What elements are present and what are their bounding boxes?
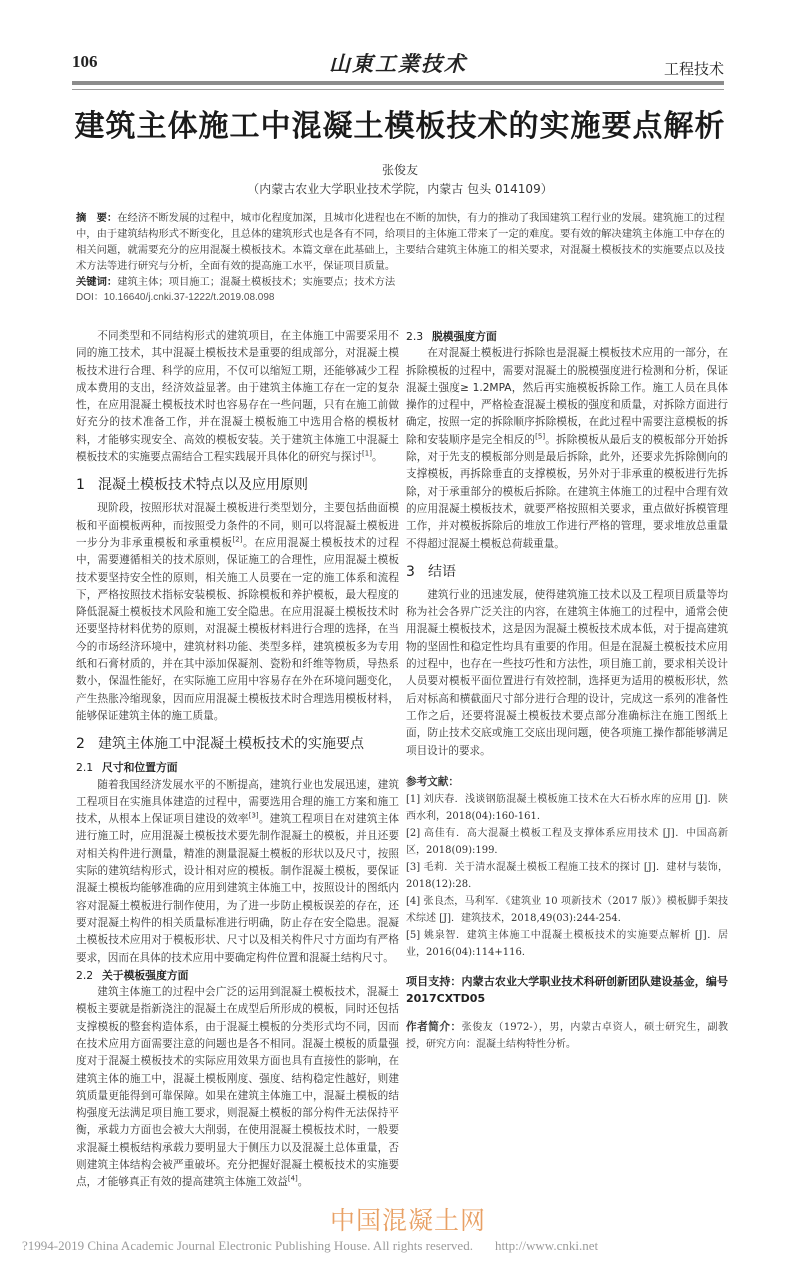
section-number: 3 <box>406 563 415 580</box>
column-left <box>76 328 399 1192</box>
reference-item: [1] 刘庆春．浅谈钢筋混凝土模板施工技术在大石桥水库的应用 [J]．陕西水利，2018(04):160-161． <box>406 794 728 823</box>
paragraph-text: 随着我国经济发展水平的不断提高，建筑行业也发展迅速，建筑工程项目在实施具体建造的过程中，需要选用合理的施工方案和施工技术，从根本上保证项目建设的效率 <box>76 778 399 826</box>
copyright-footer <box>22 1238 598 1254</box>
subsection-title: 脱模强度方面 <box>432 330 497 343</box>
section-2-heading <box>76 734 399 754</box>
funding-label: 项目支持： <box>406 975 462 989</box>
page-number: 106 <box>72 52 98 71</box>
abstract <box>76 210 726 274</box>
section-3-heading <box>406 562 728 582</box>
cnki-link[interactable]: http://www.cnki.net <box>494 1237 599 1253</box>
bio-text: 张俊友（1972-），男，内蒙古卓资人，硕士研究生，副教授，研究方向：混凝土结构特性分析。 <box>406 1022 729 1051</box>
subsection-2-2-heading <box>76 967 399 984</box>
subsection-title: 尺寸和位置方面 <box>102 761 178 775</box>
section-title: 结语 <box>428 563 456 580</box>
subsection-2-2-paragraph <box>76 984 399 1192</box>
paragraph-text: 在对混凝土模板进行拆除也是混凝土模板技术应用的一部分，在拆除模板的过程中，需要对混凝土的脱模强度进行检测和分析，保证混凝土强度≥ 1.2MPA，然后再实施模板拆除工作。施工人员在具体操作的过程中，严格检查混凝土模板的强度和质量，对拆除方面进行确定，按照一定的拆除顺序拆除模板，在此过程中需要注意模板的拆除和安装顺序是完全相反的 <box>406 347 728 446</box>
section-1-paragraph <box>76 500 399 725</box>
abstract-text: 在经济不断发展的过程中，城市化程度加深，且城市化进程也在不断的加快，有力的推动了我国建筑工程行业的发展。建筑施工的过程中，由于建筑结构形式不断变化，且总体的建筑形式也是各有不同，给项目的主体施工带来了一定的难度。要有效的解决建筑主体施工中存在的相关问题，就需要充分的应用混凝土模板技术。本篇文章在此基础上，主要结合建筑主体施工的相关要求，对混凝土模板技术的实施要点以及技术方法等进行研究与分析，全面有效的提高施工水平，保证项目质量。 <box>76 212 725 272</box>
funding-note <box>406 973 728 1007</box>
paragraph-text: 。 <box>297 1176 309 1189</box>
section-title: 混凝土模板技术特点以及应用原则 <box>98 477 308 494</box>
subsection-2-3-paragraph <box>406 345 728 553</box>
reference-item: [3] 毛莉．关于清水混凝土模板工程施工技术的探讨 [J]．建材与装饰，2018(12):28． <box>406 862 728 891</box>
references-title: 参考文献： <box>406 775 459 788</box>
copyright-text: ?1994-2019 China Academic Journal Electronic Publishing House. All rights reserved. <box>22 1237 473 1253</box>
article-title: 建筑主体施工中混凝土模板技术的实施要点解析 <box>74 109 726 144</box>
running-header <box>72 0 724 78</box>
section-number: 2 <box>76 736 85 753</box>
section-number: 1 <box>76 477 85 494</box>
citation: [1] <box>362 449 372 458</box>
citation: [3] <box>248 811 259 820</box>
keywords <box>76 274 726 290</box>
intro-text: 不同类型和不同结构形式的建筑项目，在主体施工中需要采用不同的施工技术，其中混凝土模板技术是重要的组成部分，对混凝土模板技术进行合理、科学的应用，不仅可以缩短工期，还能够减少工程成本费用的支出，经济效益显著。由于建筑主体施工存在一定的复杂性，在应用混凝土模板技术时也容易存在一些问题，只有在施工前做好充分的技术准备工作，并在混凝土模板施工中选用合格的模板材料，才能够实现安全、高效的模板安装。关于建筑主体施工中混凝土模板技术的实施要点需结合工程实践展开具体化的研究与探讨 <box>76 330 399 464</box>
paragraph-text: 。拆除模板从最后支的模板部分开始拆除，对于先支的模板部分则是最后拆除，此外，还要求先拆除侧向的支撑模板，再拆除垂直的支撑模板，另外对于非承重的模板进行先拆除，对于承重部分的模板后拆除。在建筑主体施工的过程中合理有效的应用混凝土模板技术，就要严格按照相关要求，重点做好拆模管理工作，并对模板拆除后的堆放工作进行严格的管理，要求堆放总重量不得超过混凝土模板总荷载重量。 <box>406 433 729 550</box>
subsection-number: 2.3 <box>406 330 424 343</box>
citation: [4] <box>287 1174 298 1183</box>
references-list <box>406 791 728 961</box>
header-rule-thick <box>72 81 724 85</box>
header-rule-thin <box>72 89 724 90</box>
citation: [5] <box>535 432 546 441</box>
author-affiliation: （内蒙古农业大学职业技术学院，内蒙古 包头 014109） <box>247 182 553 196</box>
journal-name: 山東工業技术 <box>329 51 467 76</box>
paragraph-text: 。在应用混凝土模板技术的过程中，需要遵循相关的技术原则，保证施工的合理性，应用混凝土模板技术要坚持安全性的原则，相关施工人员要在一定的施工体系和流程下，严格按照技术指标安装模板、拆除模板和养护模板，最大程度的降低混凝土模板技术风险和施工安全隐患。在应用混凝土模板技术时还要坚持材料优势的原则，对混凝土模板材料进行合理的选择，在当今的市场经济环境中，建筑材料功能、类型多样，建筑模板多为专用纸和石膏材质的，并在其中添加保凝剂、瓷粉和纤维等物质，导热系数小，保温性能好，在实际施工应用中容易存在外在环境问题变化，产生热胀冷缩现象，因而应用混凝土模板技术时合理选用模板材料，能够保证建筑主体的施工质量。 <box>76 536 400 722</box>
keywords-label: 关键词： <box>76 276 118 288</box>
subsection-number: 2.1 <box>76 761 94 775</box>
keywords-text: 建筑主体；项目施工；混凝土模板技术；实施要点；技术方法 <box>117 276 396 288</box>
section-tag: 工程技术 <box>663 60 724 78</box>
reference-item: [5] 姚泉智．建筑主体施工中混凝土模板技术的实施要点解析 [J]．居业，2016(04):114+116． <box>406 930 728 959</box>
section-1-heading <box>76 475 399 495</box>
author-bio <box>406 1019 728 1053</box>
body-columns <box>76 328 728 1192</box>
subsection-number: 2.2 <box>76 968 94 982</box>
subsection-2-1-paragraph <box>76 777 399 967</box>
citation: [2] <box>232 535 243 544</box>
page-bottom <box>0 1206 800 1264</box>
subsection-title: 关于模板强度方面 <box>102 968 189 982</box>
paragraph-text: 建筑主体施工的过程中会广泛的运用到混凝土模板技术，混凝土模板主要就是指新浇注的混凝土在成型后所形成的模板，同时还包括支撑模板的整套构造体系，由于混凝土模板的分类形式均不同，因而在技术应用方面需要注意的问题也是各不相同。混凝土模板的质量强度对于混凝土模板技术的实际应用效果方面也具有直接性的影响，在建筑主体的施工中，混凝土模板刚度、强度、结构稳定性越好，则建筑质量更能得到可靠保障。如果在建筑主体施工中，混凝土模板的结构强度无法满足项目施工要求，则混凝土模板的部分构件无法保持平衡，承载力方面也会被大大削弱，在使用混凝土模板技术时，一般要求混凝土模板结构承载力要明显大于侧压力以及混凝土总体重量，否则建筑主体结构会被严重破坏。充分把握好混凝土模板技术的实施要点，才能够真正有效的提高建筑主体施工效益 <box>76 986 399 1189</box>
site-watermark: 中国混凝土网 <box>330 1205 487 1235</box>
paragraph-text: 现阶段，按照形状对混凝土模板进行类型划分，主要包括曲面模板和平面模板两种，而按照受力条件的不同，则可以将混凝土模板进一步分为非承重模板和承重模板 <box>76 502 399 549</box>
subsection-2-1-heading <box>76 759 399 776</box>
doi: DOI：10.16640/j.cnki.37-1222/t.2019.08.098 <box>76 292 275 303</box>
reference-item: [2] 高佳有．高大混凝土模板工程及支撑体系应用技术 [J]．中国高新区，2018(09):199． <box>406 828 728 857</box>
section-title: 建筑主体施工中混凝土模板技术的实施要点 <box>98 736 364 753</box>
column-right <box>406 328 728 1053</box>
conclusion-paragraph: 建筑行业的迅速发展，使得建筑施工技术以及工程项目质量等均称为社会各界广泛关注的内容，在建筑主体施工的过程中，通常会使用混凝土模板技术，这是因为混凝土模板技术成本低，对于提高建筑物的坚固性和稳定性均具有重要的作用。但是在混凝土模板技术应用的过程中，也存在一些技巧性和方法性，项目施工前，要求相关设计人员要对模板平面位置进行有效控制，选择更为适用的模板形状，然后对标高和横截面尺寸部分进行合理的设计，完成这一系列的准备性工作之后，还要将混凝土模板技术要点部分准确标注在施工图纸上面，防止技术交底或施工交底出现问题，使各项施工操作都能够满足项目设计的要求。 <box>406 588 728 757</box>
abstract-label: 摘 要： <box>76 212 118 224</box>
subsection-2-3-heading <box>406 328 728 345</box>
reference-item: [4] 张良杰，马利军．《建筑业 10 项新技术（2017 版）》模板脚手架技术综述 [J]．建筑技术，2018,49(03):244-254． <box>406 896 728 925</box>
bio-label: 作者简介： <box>406 1021 462 1034</box>
paragraph-text: 。建筑工程项目在对建筑主体进行施工时，应用混凝土模板技术要先制作混凝土的模板，并且还要对相关构件进行测量，精准的测量混凝土模板的形状以及尺寸，按照实际的建筑结构形式，设计相对应的模板。制作混凝土模板，要保证混凝土模板均能够准确的应用到建筑主体施工中，按照设计的图纸内容对混凝土模板进行制作使用，为了进一步防止模板误差的存在，还要对混凝土构件的相关质量标准进行明确，防止存在安全隐患。混凝土模板技术应用对于模板形状、尺寸以及相关构件尺寸方面均有严格要求，因而在具体的技术应用中要确定构件位置和混凝土结构尺寸。 <box>76 813 400 964</box>
abstract-block <box>76 210 726 306</box>
author-name: 张俊友 <box>381 163 418 177</box>
funding-text: 内蒙古农业大学职业技术科研创新团队建设基金，编号 2017CXTD05 <box>406 975 729 1006</box>
intro-paragraph: 不同类型和不同结构形式的建筑项目，在主体施工中需要采用不同的施工技术，其中混凝土模板技术是重要的组成部分，对混凝土模板技术进行合理、科学的应用，不仅可以缩短工期，还能够减少工程成本费用的支出，经济效益显著。由于建筑主体施工存在一定的复杂性，在应用混凝土模板技术时也容易存在一些问题，只有在施工前做好充分的技术准备工作，并在混凝土模板施工中选用合格的模板材料，才能够实现安全、高效的模板安装。关于建筑主体施工中混凝土模板技术的实施要点需结合工程实践展开具体化的研究与探讨[1]。 <box>76 330 399 464</box>
